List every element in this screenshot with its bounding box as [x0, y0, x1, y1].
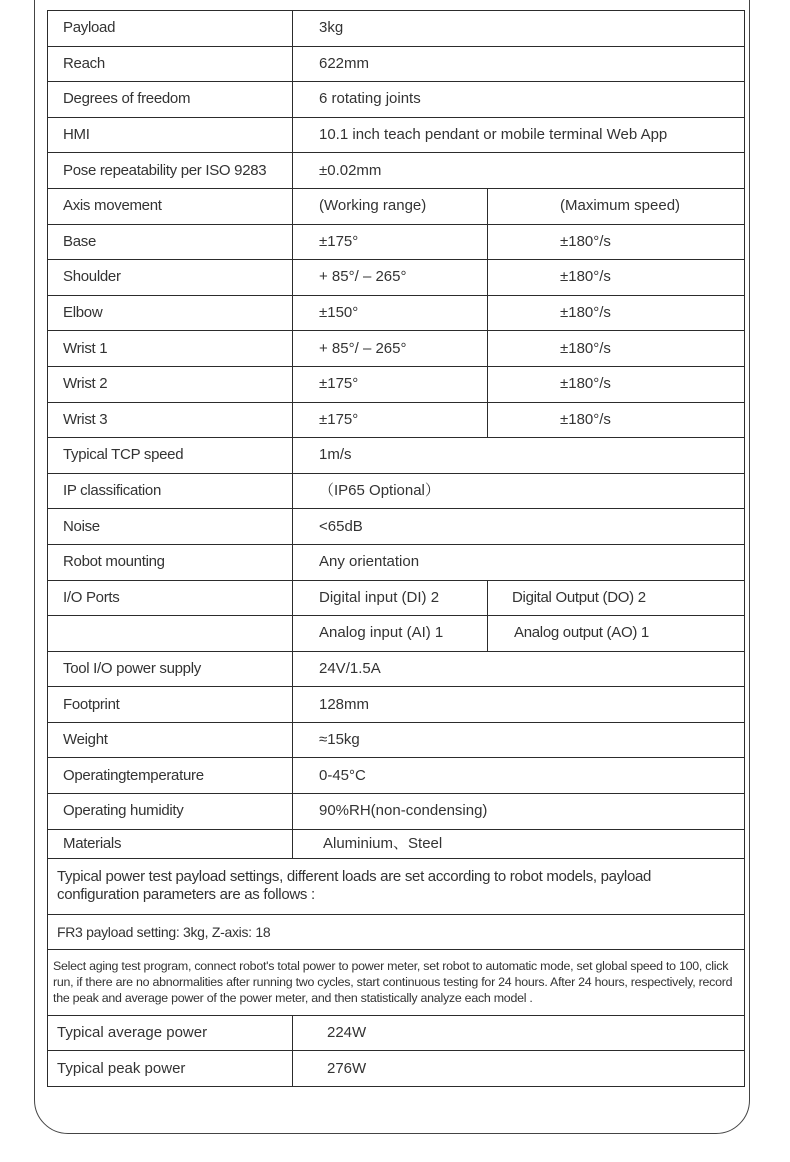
axis-header-row — [48, 188, 745, 224]
axis-speed: ±180°/s — [488, 366, 745, 402]
power-label: Typical peak power — [48, 1051, 293, 1087]
axis-label: Elbow — [48, 295, 293, 331]
table-row — [48, 651, 745, 687]
axis-range: + 85°/ – 265° — [293, 260, 488, 296]
axis-range: ±150° — [293, 295, 488, 331]
spec-label: Typical TCP speed — [48, 438, 293, 474]
spec-value: <65dB — [293, 509, 745, 545]
power-value: 224W — [293, 1015, 745, 1051]
table-row — [48, 295, 745, 331]
table-row — [48, 438, 745, 474]
io-analog-input: Analog input (AI) 1 — [293, 616, 488, 652]
spec-value: 10.1 inch teach pendant or mobile terminal Web App — [293, 117, 745, 153]
io-empty-label — [48, 616, 293, 652]
spec-label: Operatingtemperature — [48, 758, 293, 794]
table-row — [48, 473, 745, 509]
table-row — [48, 1015, 745, 1051]
payload-setting-row — [48, 914, 745, 949]
axis-range: ±175° — [293, 366, 488, 402]
table-row — [48, 829, 745, 858]
spec-label: Reach — [48, 46, 293, 82]
axis-speed: ±180°/s — [488, 260, 745, 296]
table-row — [48, 722, 745, 758]
io-row — [48, 580, 745, 616]
table-row — [48, 11, 745, 47]
table-row — [48, 794, 745, 830]
axis-speed: ±180°/s — [488, 295, 745, 331]
table-row — [48, 1051, 745, 1087]
power-note-row — [48, 858, 745, 914]
spec-label: Tool I/O power supply — [48, 651, 293, 687]
spec-value: Any orientation — [293, 544, 745, 580]
spec-label: Weight — [48, 722, 293, 758]
spec-value: 128mm — [293, 687, 745, 723]
table-row — [48, 687, 745, 723]
spec-value: 90%RH(non-condensing) — [293, 794, 745, 830]
table-row — [48, 46, 745, 82]
procedure-row — [48, 949, 745, 1015]
payload-setting: FR3 payload setting: 3kg, Z-axis: 18 — [48, 914, 745, 949]
table-row — [48, 544, 745, 580]
spec-label: Materials — [48, 829, 293, 858]
spec-label: Payload — [48, 11, 293, 47]
axis-header-speed: (Maximum speed) — [488, 188, 745, 224]
power-label: Typical average power — [48, 1015, 293, 1051]
spec-label: Footprint — [48, 687, 293, 723]
procedure-text: Select aging test program, connect robot's total power to power meter, set robot to automatic mode, set global speed to 100, click run, if there are no abnormalities after running two cycles, start continuous testing for 24 hours. After 24 hours, respectively, record the peak and average power of the power meter, and then statistically analyze each model . — [48, 949, 745, 1015]
table-row — [48, 331, 745, 367]
axis-speed: ±180°/s — [488, 402, 745, 438]
spec-table — [47, 10, 745, 1087]
axis-range: ±175° — [293, 224, 488, 260]
spec-value: 622mm — [293, 46, 745, 82]
spec-value: （IP65 Optional） — [293, 473, 745, 509]
table-row — [48, 224, 745, 260]
spec-value: 1m/s — [293, 438, 745, 474]
table-row — [48, 153, 745, 189]
table-row — [48, 117, 745, 153]
spec-label: IP classification — [48, 473, 293, 509]
axis-header-range: (Working range) — [293, 188, 488, 224]
table-row — [48, 402, 745, 438]
axis-speed: ±180°/s — [488, 224, 745, 260]
spec-value: ±0.02mm — [293, 153, 745, 189]
spec-label: Pose repeatability per ISO 9283 — [48, 153, 293, 189]
spec-label: Noise — [48, 509, 293, 545]
axis-speed: ±180°/s — [488, 331, 745, 367]
io-analog-output: Analog output (AO) 1 — [488, 616, 745, 652]
table-row — [48, 82, 745, 118]
axis-range: ±175° — [293, 402, 488, 438]
io-digital-input: Digital input (DI) 2 — [293, 580, 488, 616]
spec-label: Degrees of freedom — [48, 82, 293, 118]
spec-value: 3kg — [293, 11, 745, 47]
spec-label: HMI — [48, 117, 293, 153]
spec-label: Operating humidity — [48, 794, 293, 830]
power-note: Typical power test payload settings, different loads are set according to robot models, payload configuration parameters are as follows : — [48, 858, 745, 914]
axis-range: + 85°/ – 265° — [293, 331, 488, 367]
axis-label: Wrist 1 — [48, 331, 293, 367]
spec-label: Robot mounting — [48, 544, 293, 580]
table-row — [48, 509, 745, 545]
spec-value: 24V/1.5A — [293, 651, 745, 687]
io-digital-output: Digital Output (DO) 2 — [488, 580, 745, 616]
axis-label: Wrist 3 — [48, 402, 293, 438]
axis-header-label: Axis movement — [48, 188, 293, 224]
io-row — [48, 616, 745, 652]
spec-value: Aluminium、Steel — [293, 829, 745, 858]
table-row — [48, 260, 745, 296]
power-value: 276W — [293, 1051, 745, 1087]
table-row — [48, 366, 745, 402]
axis-label: Base — [48, 224, 293, 260]
axis-label: Shoulder — [48, 260, 293, 296]
axis-label: Wrist 2 — [48, 366, 293, 402]
spec-value: 0-45°C — [293, 758, 745, 794]
table-row — [48, 758, 745, 794]
io-label: I/O Ports — [48, 580, 293, 616]
spec-value: ≈15kg — [293, 722, 745, 758]
spec-value: 6 rotating joints — [293, 82, 745, 118]
